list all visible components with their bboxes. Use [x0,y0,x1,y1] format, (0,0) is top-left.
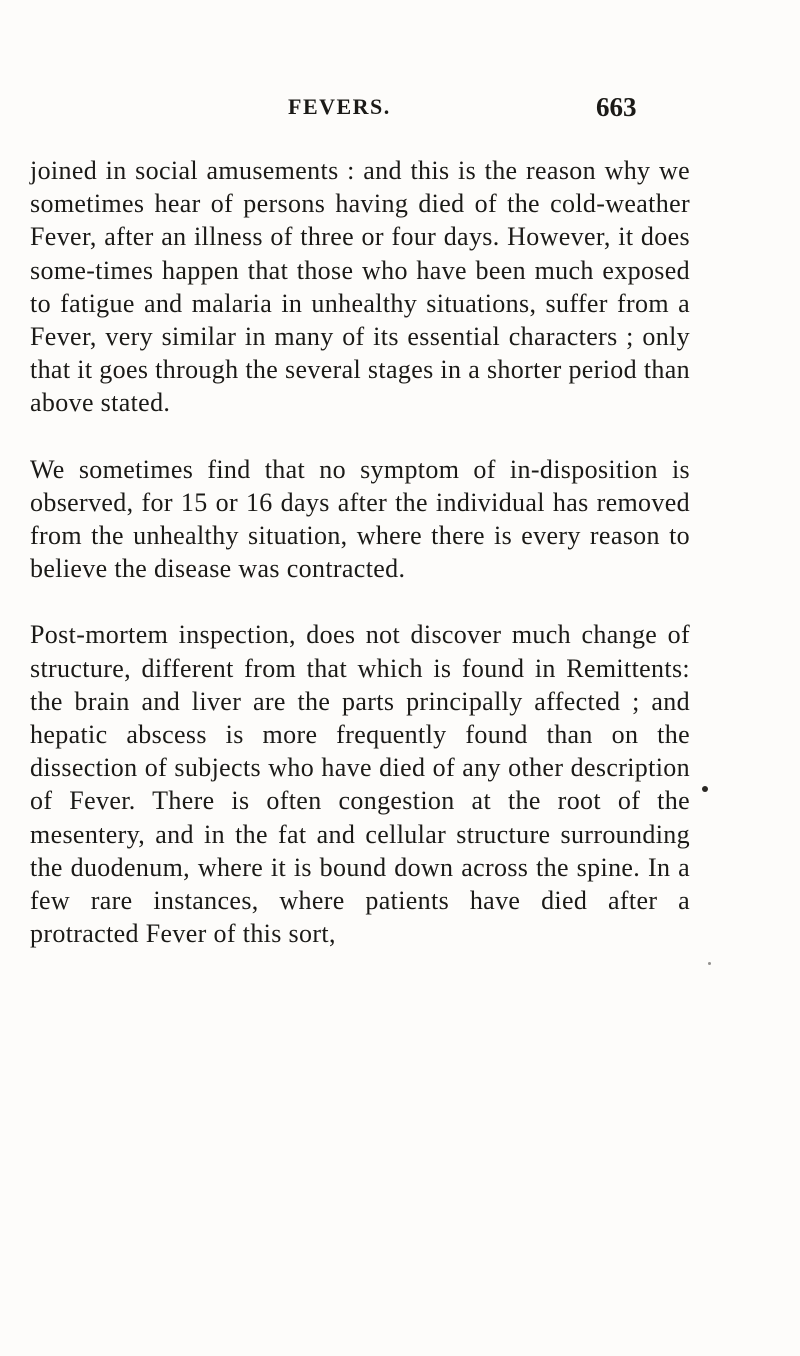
paragraph-2: We sometimes find that no symptom of in-disposition is observed, for 15 or 16 days after the individual has removed from the unhealthy situation, where there is every reason to believe the disease was contracted. [30,454,690,584]
paragraph-3: Post-mortem inspection, does not discover much change of structure, different from that which is found in Remittents: the brain and liver are the parts principally affected ; and hepatic abscess is more frequently found than on the dissection of subjects who have died of any other description of Fever. There is often congestion at the root of the mesentery, and in the fat and cellular structure surrounding the duodenum, where it is bound down across the spine. In a few rare instances, where patients have died after a protracted Fever of this sort, [30,620,690,949]
running-head [288,94,668,128]
running-title: FEVERS. [288,94,391,119]
ink-speck-mark [708,962,711,965]
paragraph-1: joined in social amusements : and this is the reason why we sometimes hear of persons having died of the cold-weather Fever, after an illness of three or four days. However, it does some-times happen that those who have been much exposed to fatigue and malaria in unhealthy situations, suffer from a Fever, very similar in many of its essential characters ; only that it goes through the several stages in a shorter period than above stated. [30,156,690,418]
page-number: 663 [596,92,637,122]
body-text [30,154,690,950]
ink-speck-mark [702,786,708,792]
